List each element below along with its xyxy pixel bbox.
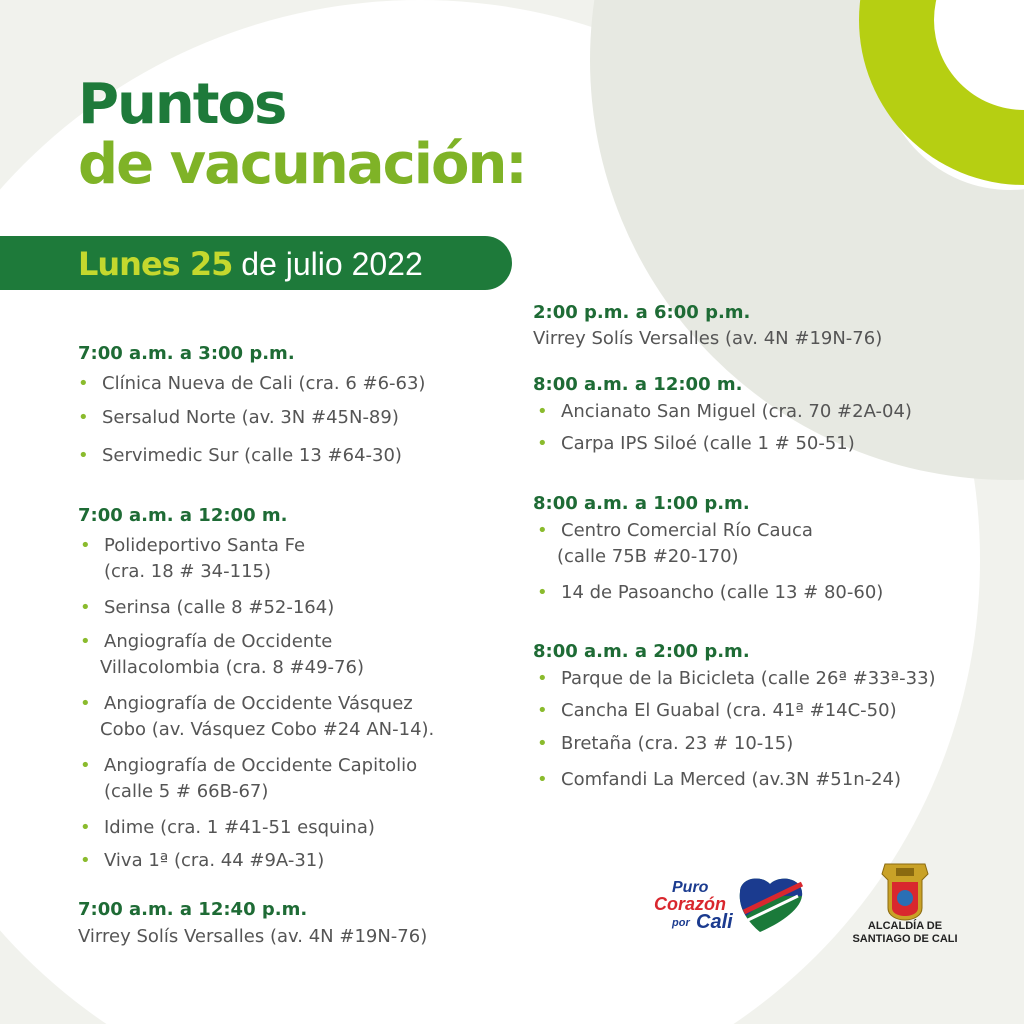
date-label — [78, 245, 423, 283]
date-day: Lunes 25 — [78, 245, 233, 283]
list-item: Angiografía de Occidente — [104, 631, 333, 652]
bullet-icon: • — [537, 733, 548, 754]
alcaldia-line1: ALCALDÍA DE — [867, 920, 943, 932]
list-item: Clínica Nueva de Cali (cra. 6 #6-63) — [102, 373, 426, 394]
list-item: Ancianato San Miguel (cra. 70 #2A-04) — [561, 401, 912, 422]
list-item: Servimedic Sur (calle 13 #64-30) — [102, 445, 402, 466]
puro-corazon-por-cali-logo — [652, 870, 812, 940]
bullet-icon: • — [80, 631, 91, 652]
bullet-icon: • — [537, 668, 548, 689]
list-item-cont: Cobo (av. Vásquez Cobo #24 AN-14). — [100, 719, 435, 740]
bullet-icon: • — [537, 433, 548, 454]
list-item: Carpa IPS Siloé (calle 1 # 50-51) — [561, 433, 855, 454]
schedule-time: 8:00 a.m. a 2:00 p.m. — [533, 641, 750, 662]
bullet-icon: • — [537, 769, 548, 790]
bullet-icon: • — [78, 445, 89, 466]
bullet-icon: • — [80, 755, 91, 776]
list-item: 14 de Pasoancho (calle 13 # 80-60) — [561, 582, 884, 603]
list-item: Virrey Solís Versalles (av. 4N #19N-76) — [533, 328, 883, 349]
bullet-icon: • — [80, 850, 91, 871]
alcaldia-caption — [820, 920, 990, 946]
bullet-icon: • — [80, 535, 91, 556]
svg-text:por: por — [672, 917, 690, 929]
list-item-cont: (cra. 18 # 34-115) — [104, 561, 272, 582]
schedule-time: 2:00 p.m. a 6:00 p.m. — [533, 302, 751, 323]
bullet-icon: • — [78, 373, 89, 394]
list-item: Angiografía de Occidente Capitolio — [104, 755, 418, 776]
list-item: Idime (cra. 1 #41-51 esquina) — [104, 817, 375, 838]
bullet-icon: • — [80, 693, 91, 714]
list-item: Comfandi La Merced (av.3N #51n-24) — [561, 769, 902, 790]
bullet-icon: • — [537, 700, 548, 721]
list-item: Centro Comercial Río Cauca — [561, 520, 813, 541]
bullet-icon: • — [80, 597, 91, 618]
schedule-time: 8:00 a.m. a 1:00 p.m. — [533, 493, 750, 514]
list-item: Bretaña (cra. 23 # 10-15) — [561, 733, 794, 754]
date-rest: de julio 2022 — [232, 246, 423, 282]
bullet-icon: • — [537, 520, 548, 541]
list-item-cont: (calle 75B #20-170) — [557, 546, 739, 567]
schedule-time: 7:00 a.m. a 12:40 p.m. — [78, 899, 308, 920]
schedule-time: 7:00 a.m. a 3:00 p.m. — [78, 343, 295, 364]
list-item: Sersalud Norte (av. 3N #45N-89) — [102, 407, 399, 428]
list-item: Parque de la Bicicleta (calle 26ª #33ª-33) — [561, 668, 936, 689]
bullet-icon: • — [78, 407, 89, 428]
bullet-icon: • — [537, 401, 548, 422]
schedule-time: 8:00 a.m. a 12:00 m. — [533, 374, 743, 395]
list-item-cont: Villacolombia (cra. 8 #49-76) — [100, 657, 364, 678]
bullet-icon: • — [80, 817, 91, 838]
list-item-cont: (calle 5 # 66B-67) — [104, 781, 269, 802]
list-item: Cancha El Guabal (cra. 41ª #14C-50) — [561, 700, 897, 721]
svg-text:Puro: Puro — [672, 879, 709, 896]
page-title-line1: Puntos — [78, 72, 286, 137]
schedule-time: 7:00 a.m. a 12:00 m. — [78, 505, 288, 526]
list-item: Viva 1ª (cra. 44 #9A-31) — [104, 850, 325, 871]
svg-text:Corazón: Corazón — [654, 894, 726, 914]
alcaldia-line2: SANTIAGO DE CALI — [852, 933, 958, 945]
list-item: Angiografía de Occidente Vásquez — [104, 693, 413, 714]
list-item: Virrey Solís Versalles (av. 4N #19N-76) — [78, 926, 428, 947]
svg-text:Cali: Cali — [696, 911, 733, 933]
list-item: Polideportivo Santa Fe — [104, 535, 306, 556]
bullet-icon: • — [537, 582, 548, 603]
list-item: Serinsa (calle 8 #52-164) — [104, 597, 335, 618]
page-title-line2: de vacunación: — [78, 132, 526, 197]
